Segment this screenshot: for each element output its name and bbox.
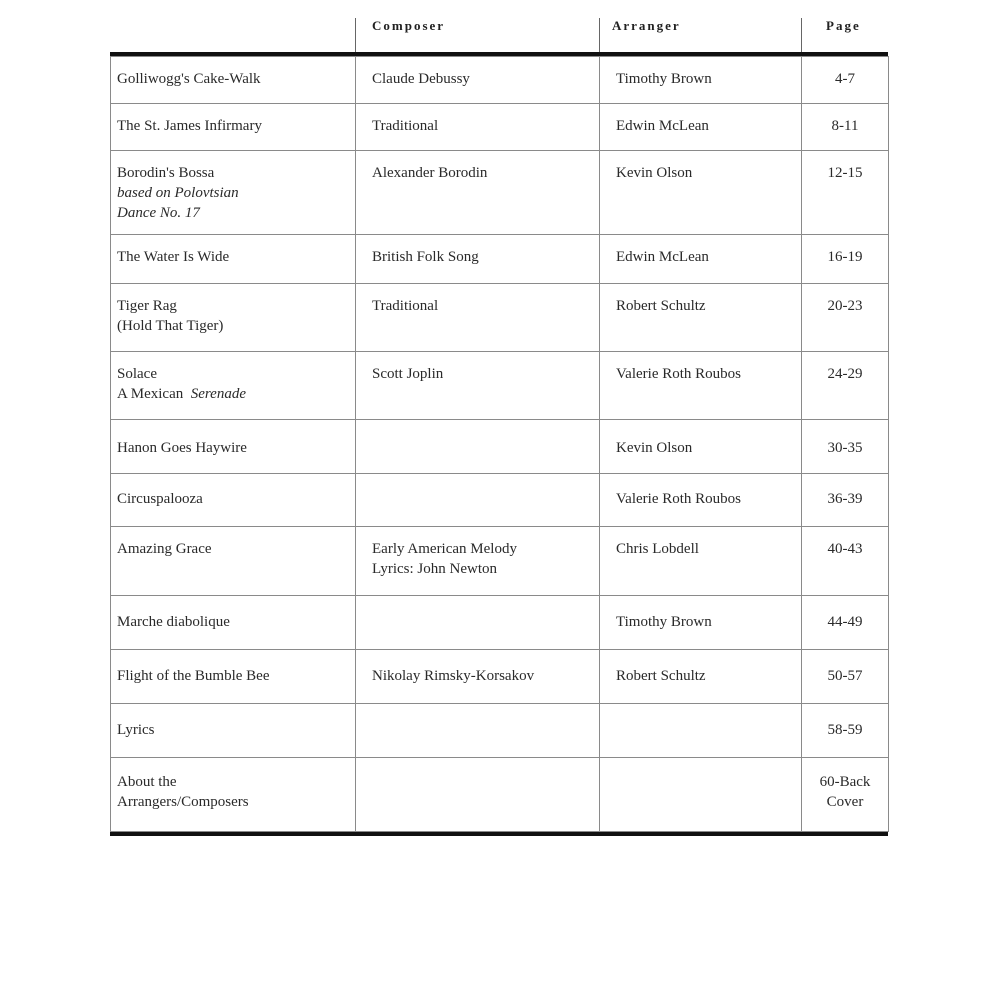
page-cell: 30-35 — [802, 420, 889, 474]
title-line: Arrangers/Composers — [117, 794, 249, 810]
page-cell: 4-7 — [802, 57, 889, 104]
page-cell: 24-29 — [802, 352, 889, 420]
title-cell: Amazing Grace — [111, 527, 356, 596]
composer-cell — [356, 704, 600, 758]
table-row — [111, 352, 889, 420]
arranger-cell: Edwin McLean — [600, 235, 802, 284]
arranger-cell: Robert Schultz — [600, 284, 802, 352]
arranger-cell: Edwin McLean — [600, 104, 802, 151]
composer-cell — [356, 474, 600, 527]
title-line: Dance No. 17 — [117, 205, 200, 221]
title-line: Solace — [117, 366, 157, 382]
page-line: Cover — [826, 794, 864, 810]
title-line: based on Polovtsian — [117, 185, 239, 201]
composer-line: Early American Melody — [372, 541, 517, 557]
arranger-cell: Valerie Roth Roubos — [600, 474, 802, 527]
arranger-cell — [600, 704, 802, 758]
page-cell: 20-23 — [802, 284, 889, 352]
page-cell: 16-19 — [802, 235, 889, 284]
title-line: (Hold That Tiger) — [117, 318, 224, 334]
table-of-contents — [110, 0, 888, 836]
title-cell: The St. James Infirmary — [111, 104, 356, 151]
page-cell: 40-43 — [802, 527, 889, 596]
composer-cell: Traditional — [356, 284, 600, 352]
table-row — [111, 474, 889, 527]
page-cell: 36-39 — [802, 474, 889, 527]
page-cell: 44-49 — [802, 596, 889, 650]
page-cell: 8-11 — [802, 104, 889, 151]
table-row — [111, 104, 889, 151]
title-cell — [111, 352, 356, 420]
composer-cell: Claude Debussy — [356, 57, 600, 104]
page-cell — [802, 758, 889, 832]
title-line: About the — [117, 774, 177, 790]
table-row — [111, 596, 889, 650]
table-row — [111, 284, 889, 352]
page-cell: 58-59 — [802, 704, 889, 758]
title-cell: Lyrics — [111, 704, 356, 758]
table-row — [111, 704, 889, 758]
table-row — [111, 758, 889, 832]
title-cell — [111, 151, 356, 235]
composer-cell — [356, 758, 600, 832]
arranger-cell: Robert Schultz — [600, 650, 802, 704]
arranger-cell: Kevin Olson — [600, 151, 802, 235]
title-cell: Circuspalooza — [111, 474, 356, 527]
header-divider — [599, 18, 600, 52]
table-row — [111, 420, 889, 474]
page-cell: 50-57 — [802, 650, 889, 704]
title-line: Tiger Rag — [117, 298, 177, 314]
arranger-cell: Timothy Brown — [600, 57, 802, 104]
table-row — [111, 527, 889, 596]
composer-line: Lyrics: John Newton — [372, 561, 497, 577]
column-header-composer: Composer — [372, 18, 446, 33]
title-text-italic: Serenade — [190, 386, 246, 402]
arranger-cell — [600, 758, 802, 832]
arranger-cell: Kevin Olson — [600, 420, 802, 474]
page-cell: 12-15 — [802, 151, 889, 235]
composer-cell: Traditional — [356, 104, 600, 151]
title-text: A Mexican — [117, 386, 184, 402]
table-row — [111, 235, 889, 284]
table-row — [111, 650, 889, 704]
composer-cell: Nikolay Rimsky-Korsakov — [356, 650, 600, 704]
composer-cell: Scott Joplin — [356, 352, 600, 420]
title-cell — [111, 758, 356, 832]
title-cell: Flight of the Bumble Bee — [111, 650, 356, 704]
page-line: 60-Back — [819, 774, 871, 790]
title-cell: Golliwogg's Cake-Walk — [111, 57, 356, 104]
title-cell — [111, 284, 356, 352]
title-line: Borodin's Bossa — [117, 165, 215, 181]
composer-cell: Alexander Borodin — [356, 151, 600, 235]
header-divider — [801, 18, 802, 52]
table-row — [111, 57, 889, 104]
arranger-cell: Chris Lobdell — [600, 527, 802, 596]
contents-table — [110, 56, 889, 832]
header-divider — [355, 18, 356, 52]
composer-cell — [356, 527, 600, 596]
arranger-cell: Valerie Roth Roubos — [600, 352, 802, 420]
column-header-arranger: Arranger — [612, 18, 681, 33]
title-cell: Marche diabolique — [111, 596, 356, 650]
table-row — [111, 151, 889, 235]
arranger-cell: Timothy Brown — [600, 596, 802, 650]
column-header-page: Page — [826, 18, 861, 33]
composer-cell — [356, 420, 600, 474]
composer-cell: British Folk Song — [356, 235, 600, 284]
bottom-rule — [110, 832, 888, 836]
composer-cell — [356, 596, 600, 650]
title-cell: Hanon Goes Haywire — [111, 420, 356, 474]
title-cell: The Water Is Wide — [111, 235, 356, 284]
table-header — [110, 0, 888, 52]
title-line — [117, 384, 347, 404]
